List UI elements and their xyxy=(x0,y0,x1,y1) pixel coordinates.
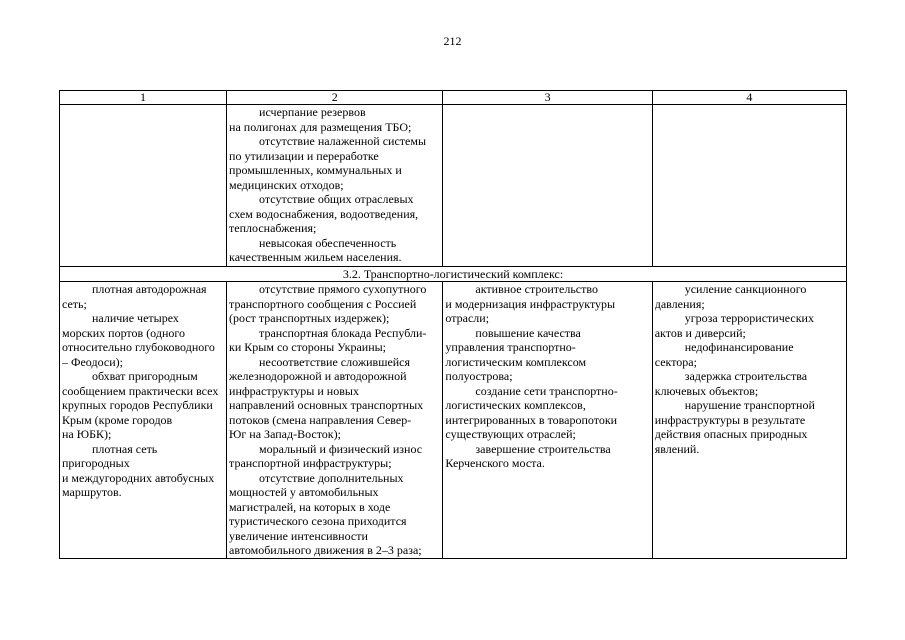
cell-text-line: сеть; xyxy=(62,296,87,311)
cell-text-line: обхват пригородным xyxy=(92,369,198,383)
cell-text-line: сектора; xyxy=(654,354,697,369)
cell-text-line: плотная автодорожная xyxy=(92,282,207,296)
cell-text-line: несоответствие сложившейся xyxy=(259,354,411,369)
cell-text-line: промышленных, коммунальных и xyxy=(229,163,402,177)
cell-text-line: потоков (смена направления Север- xyxy=(229,412,412,427)
column-header-4: 4 xyxy=(652,91,846,105)
cell-text-line: отсутствие общих отраслевых xyxy=(259,192,414,206)
cell-text-line: угроза террористических xyxy=(684,311,814,325)
cell-text-line: повышение качества xyxy=(475,325,581,340)
cell-text-line: наличие четырех xyxy=(92,311,179,325)
cell-text-line: туристического сезона приходится xyxy=(229,514,407,528)
cell-text-line: на полигонах для размещения ТБО; xyxy=(229,119,412,134)
cell-text-line: пригородных xyxy=(62,456,130,470)
cell-text-line: (рост транспортных издержек); xyxy=(229,311,390,325)
cell-text-line: нарушение транспортной xyxy=(684,398,815,412)
cell-text-line: транспортного сообщения с Россией xyxy=(229,296,417,311)
cell-text-line: транспортная блокада Республи- xyxy=(259,325,427,340)
cell-text-line: активное строительство xyxy=(475,282,598,296)
cell-text-line: невысокая обеспеченность xyxy=(259,235,397,250)
table-cell xyxy=(443,105,652,267)
cell-text-line: качественным жильем населения. xyxy=(229,250,402,264)
header-row xyxy=(60,91,847,105)
cell-text-line: сообщением практически всех xyxy=(62,383,219,398)
cell-text-line: управления транспортно- xyxy=(445,340,576,354)
cell-text-line: инфраструктуры в результате xyxy=(654,412,806,427)
cell-text-line: ключевых объектов; xyxy=(654,383,759,398)
cell-text-line: отсутствие дополнительных xyxy=(259,470,404,485)
cell-text-line: транспортной инфраструктуры; xyxy=(229,456,392,470)
table-row xyxy=(60,105,847,267)
table-row xyxy=(60,282,847,559)
cell-text-line: полуострова; xyxy=(445,369,513,383)
cell-text-line: направлений основных транспортных xyxy=(229,398,424,412)
cell-text-line: явлений. xyxy=(654,441,700,456)
cell-text-line: и междугородних автобусных xyxy=(62,470,215,485)
column-header-2: 2 xyxy=(227,91,443,105)
cell-text-line: – Феодоси); xyxy=(62,354,123,369)
table-cell xyxy=(227,105,443,267)
swot-table xyxy=(59,90,847,559)
cell-text-line: инфраструктуры и новых xyxy=(229,383,359,398)
table-cell xyxy=(60,282,227,559)
table-cell xyxy=(60,105,227,267)
cell-text-line: Крым (кроме городов xyxy=(62,412,173,427)
cell-text-line: теплоснабжения; xyxy=(229,221,317,235)
cell-text-line: задержка строительства xyxy=(684,369,808,383)
cell-text-line: отсутствие налаженной системы xyxy=(259,134,427,148)
cell-text-line: магистралей, на которых в ходе xyxy=(229,499,391,514)
cell-text-line: усиление санкционного xyxy=(684,282,807,296)
column-header-1: 1 xyxy=(60,91,227,105)
cell-text-line: Юг на Запад-Восток); xyxy=(229,427,341,441)
cell-text-line: крупных городов Республики xyxy=(62,398,213,412)
cell-text-line: интегрированных в товаропотоки xyxy=(445,412,618,427)
cell-text-line: недофинансирование xyxy=(684,340,794,354)
cell-text-line: отсутствие прямого сухопутного xyxy=(259,282,427,296)
section-title: 3.2. Транспортно-логистический комплекс: xyxy=(60,267,847,282)
cell-text-line: на ЮБК); xyxy=(62,427,112,441)
table-cell xyxy=(227,282,443,559)
cell-text-line: моральный и физический износ xyxy=(259,441,423,456)
cell-text-line: существующих отраслей; xyxy=(445,427,576,441)
cell-text-line: отрасли; xyxy=(445,311,490,325)
cell-text-line: исчерпание резервов xyxy=(259,105,366,119)
table-cell xyxy=(652,282,846,559)
cell-text-line: железнодорожной и автодорожной xyxy=(229,369,407,383)
cell-text-line: завершение строительства xyxy=(475,441,611,456)
cell-text-line: увеличение интенсивности xyxy=(229,528,368,543)
cell-text-line: создание сети транспортно- xyxy=(475,383,618,398)
cell-text-line: схем водоснабжения, водоотведения, xyxy=(229,206,419,221)
cell-text-line: и модернизация инфраструктуры xyxy=(445,296,616,311)
cell-text-line: медицинских отходов; xyxy=(229,177,344,192)
cell-text-line: морских портов (одного xyxy=(62,325,185,340)
cell-text-line: относительно глубоководного xyxy=(62,340,215,354)
cell-text-line: давления; xyxy=(654,296,705,311)
table-cell xyxy=(652,105,846,267)
cell-text-line: маршрутов. xyxy=(62,485,122,499)
table-cell xyxy=(443,282,652,559)
cell-text-line: автомобильного движения в 2–3 раза; xyxy=(229,543,422,557)
cell-text-line: Керченского моста. xyxy=(445,456,545,470)
cell-text-line: мощностей у автомобильных xyxy=(229,485,379,499)
cell-text-line: логистических комплексов, xyxy=(445,398,586,412)
cell-text-line: плотная сеть xyxy=(92,441,158,456)
cell-text-line: логистическим комплексом xyxy=(445,354,587,369)
cell-text-line: актов и диверсий; xyxy=(654,325,746,340)
section-header-row xyxy=(60,267,847,282)
cell-text-line: действия опасных природных xyxy=(654,427,808,441)
cell-text-line: ки Крым со стороны Украины; xyxy=(229,340,387,354)
page-number: 212 xyxy=(443,34,462,48)
column-header-3: 3 xyxy=(443,91,652,105)
cell-text-line: по утилизации и переработке xyxy=(229,148,379,163)
